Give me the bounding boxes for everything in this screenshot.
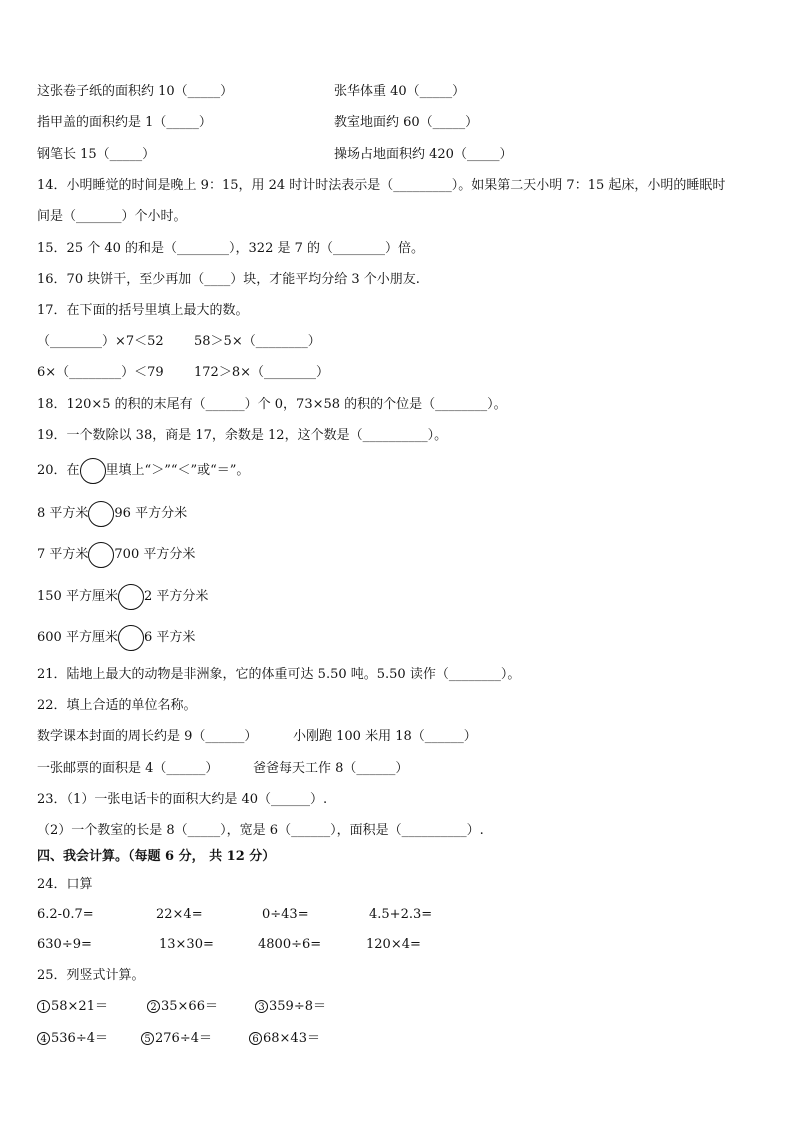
q20-item-right: 96 平方分米 [114, 506, 188, 521]
q17-row2-a: 6×（________）＜79 [37, 365, 164, 380]
circled-number-icon: 5 [141, 1032, 154, 1045]
q24-item: 4.5+2.3= [369, 907, 433, 922]
q13-row3-left: 钢笔长 15（_____） [37, 147, 156, 162]
q25-title: 25．列竖式计算。 [37, 968, 145, 983]
q21-text: 21．陆地上最大的动物是非洲象，它的体重可达 5.50 吨。5.50 读作（________）。 [37, 667, 521, 682]
q24-item: 0÷43= [262, 907, 309, 922]
q23-line2: （2）一个教室的长是 8（_____），宽是 6（______），面积是（__________）. [37, 823, 484, 838]
q25-item [141, 1030, 212, 1048]
q20-item-left: 7 平方米 [37, 547, 89, 562]
section-heading: 四、我会计算。（每题 6 分， 共 12 分） [37, 849, 276, 864]
q22-row2-b: 爸爸每天工作 8（______） [253, 761, 409, 776]
q25-expr: 68×43＝ [263, 1031, 320, 1046]
q24-item: 22×4= [156, 907, 203, 922]
q24-item: 13×30= [159, 937, 214, 952]
q13-row3-right: 操场占地面积约 420（_____） [334, 147, 513, 162]
answer-circle[interactable] [88, 501, 114, 527]
q20-item [37, 505, 187, 523]
q20-title [37, 462, 249, 480]
q24-item: 120×4= [366, 937, 421, 952]
q23-line1: 23．（1）一张电话卡的面积大约是 40（______）. [37, 792, 328, 807]
q25-item [37, 1030, 108, 1048]
q22-row1-b: 小刚跑 100 米用 18（______） [293, 729, 477, 744]
compare-circle-icon [80, 458, 106, 484]
q20-item [37, 546, 195, 564]
circled-number-icon: 3 [255, 1000, 268, 1013]
q13-row2-right: 教室地面约 60（_____） [334, 115, 479, 130]
q25-item [147, 998, 218, 1016]
q24-item: 4800÷6= [258, 937, 322, 952]
q20-item-left: 150 平方厘米 [37, 589, 118, 604]
answer-circle[interactable] [118, 625, 144, 651]
answer-circle[interactable] [118, 584, 144, 610]
q20-item [37, 588, 208, 606]
q20-suffix: 里填上“＞”“＜”或“＝”。 [105, 463, 250, 478]
q22-row1-a: 数学课本封面的周长约是 9（______） [37, 729, 258, 744]
circled-number-icon: 4 [37, 1032, 50, 1045]
q20-prefix: 20．在 [37, 463, 80, 478]
q18-text: 18．120×5 的积的末尾有（______）个 0，73×58 的积的个位是（________）。 [37, 397, 507, 412]
q14-line1: 14．小明睡觉的时间是晚上 9：15，用 24 时计时法表示是（_________）。如果第二天小明 7：15 起床，小明的睡眠时 [37, 178, 726, 193]
q17-row1-a: （________）×7＜52 [37, 334, 164, 349]
q13-row2-left: 指甲盖的面积约是 1（_____） [37, 115, 212, 130]
answer-circle[interactable] [88, 542, 114, 568]
q20-item-left: 8 平方米 [37, 506, 89, 521]
q24-item: 6.2-0.7= [37, 907, 94, 922]
q25-expr: 536÷4＝ [51, 1031, 108, 1046]
q13-row1-left: 这张卷子纸的面积约 10（_____） [37, 84, 234, 99]
q25-item [255, 998, 326, 1016]
q16-text: 16．70 块饼干，至少再加（____）块，才能平均分给 3 个小朋友. [37, 272, 420, 287]
q25-expr: 35×66＝ [161, 999, 218, 1014]
q24-item: 630÷9= [37, 937, 92, 952]
circled-number-icon: 1 [37, 1000, 50, 1013]
q25-expr: 359÷8＝ [269, 999, 326, 1014]
q25-item [37, 998, 108, 1016]
q13-row1-right: 张华体重 40（_____） [334, 84, 466, 99]
q19-text: 19．一个数除以 38，商是 17，余数是 12，这个数是（__________）。 [37, 428, 448, 443]
circled-number-icon: 6 [249, 1032, 262, 1045]
q20-item [37, 629, 195, 647]
q25-expr: 276÷4＝ [155, 1031, 212, 1046]
q22-row2-a: 一张邮票的面积是 4（______） [37, 761, 219, 776]
q20-item-left: 600 平方厘米 [37, 630, 118, 645]
q24-title: 24．口算 [37, 877, 93, 892]
q25-expr: 58×21＝ [51, 999, 108, 1014]
q22-title: 22．填上合适的单位名称。 [37, 698, 197, 713]
q25-item [249, 1030, 320, 1048]
q20-item-right: 700 平方分米 [114, 547, 196, 562]
q17-row2-b: 172＞8×（________） [194, 365, 329, 380]
q15-text: 15．25 个 40 的和是（________），322 是 7 的（________）倍。 [37, 241, 425, 256]
circled-number-icon: 2 [147, 1000, 160, 1013]
q20-item-right: 2 平方分米 [143, 589, 209, 604]
q17-row1-b: 58＞5×（________） [194, 334, 321, 349]
q14-line2: 间是（_______）个小时。 [37, 209, 187, 224]
q17-title: 17．在下面的括号里填上最大的数。 [37, 303, 249, 318]
q20-item-right: 6 平方米 [143, 630, 196, 645]
